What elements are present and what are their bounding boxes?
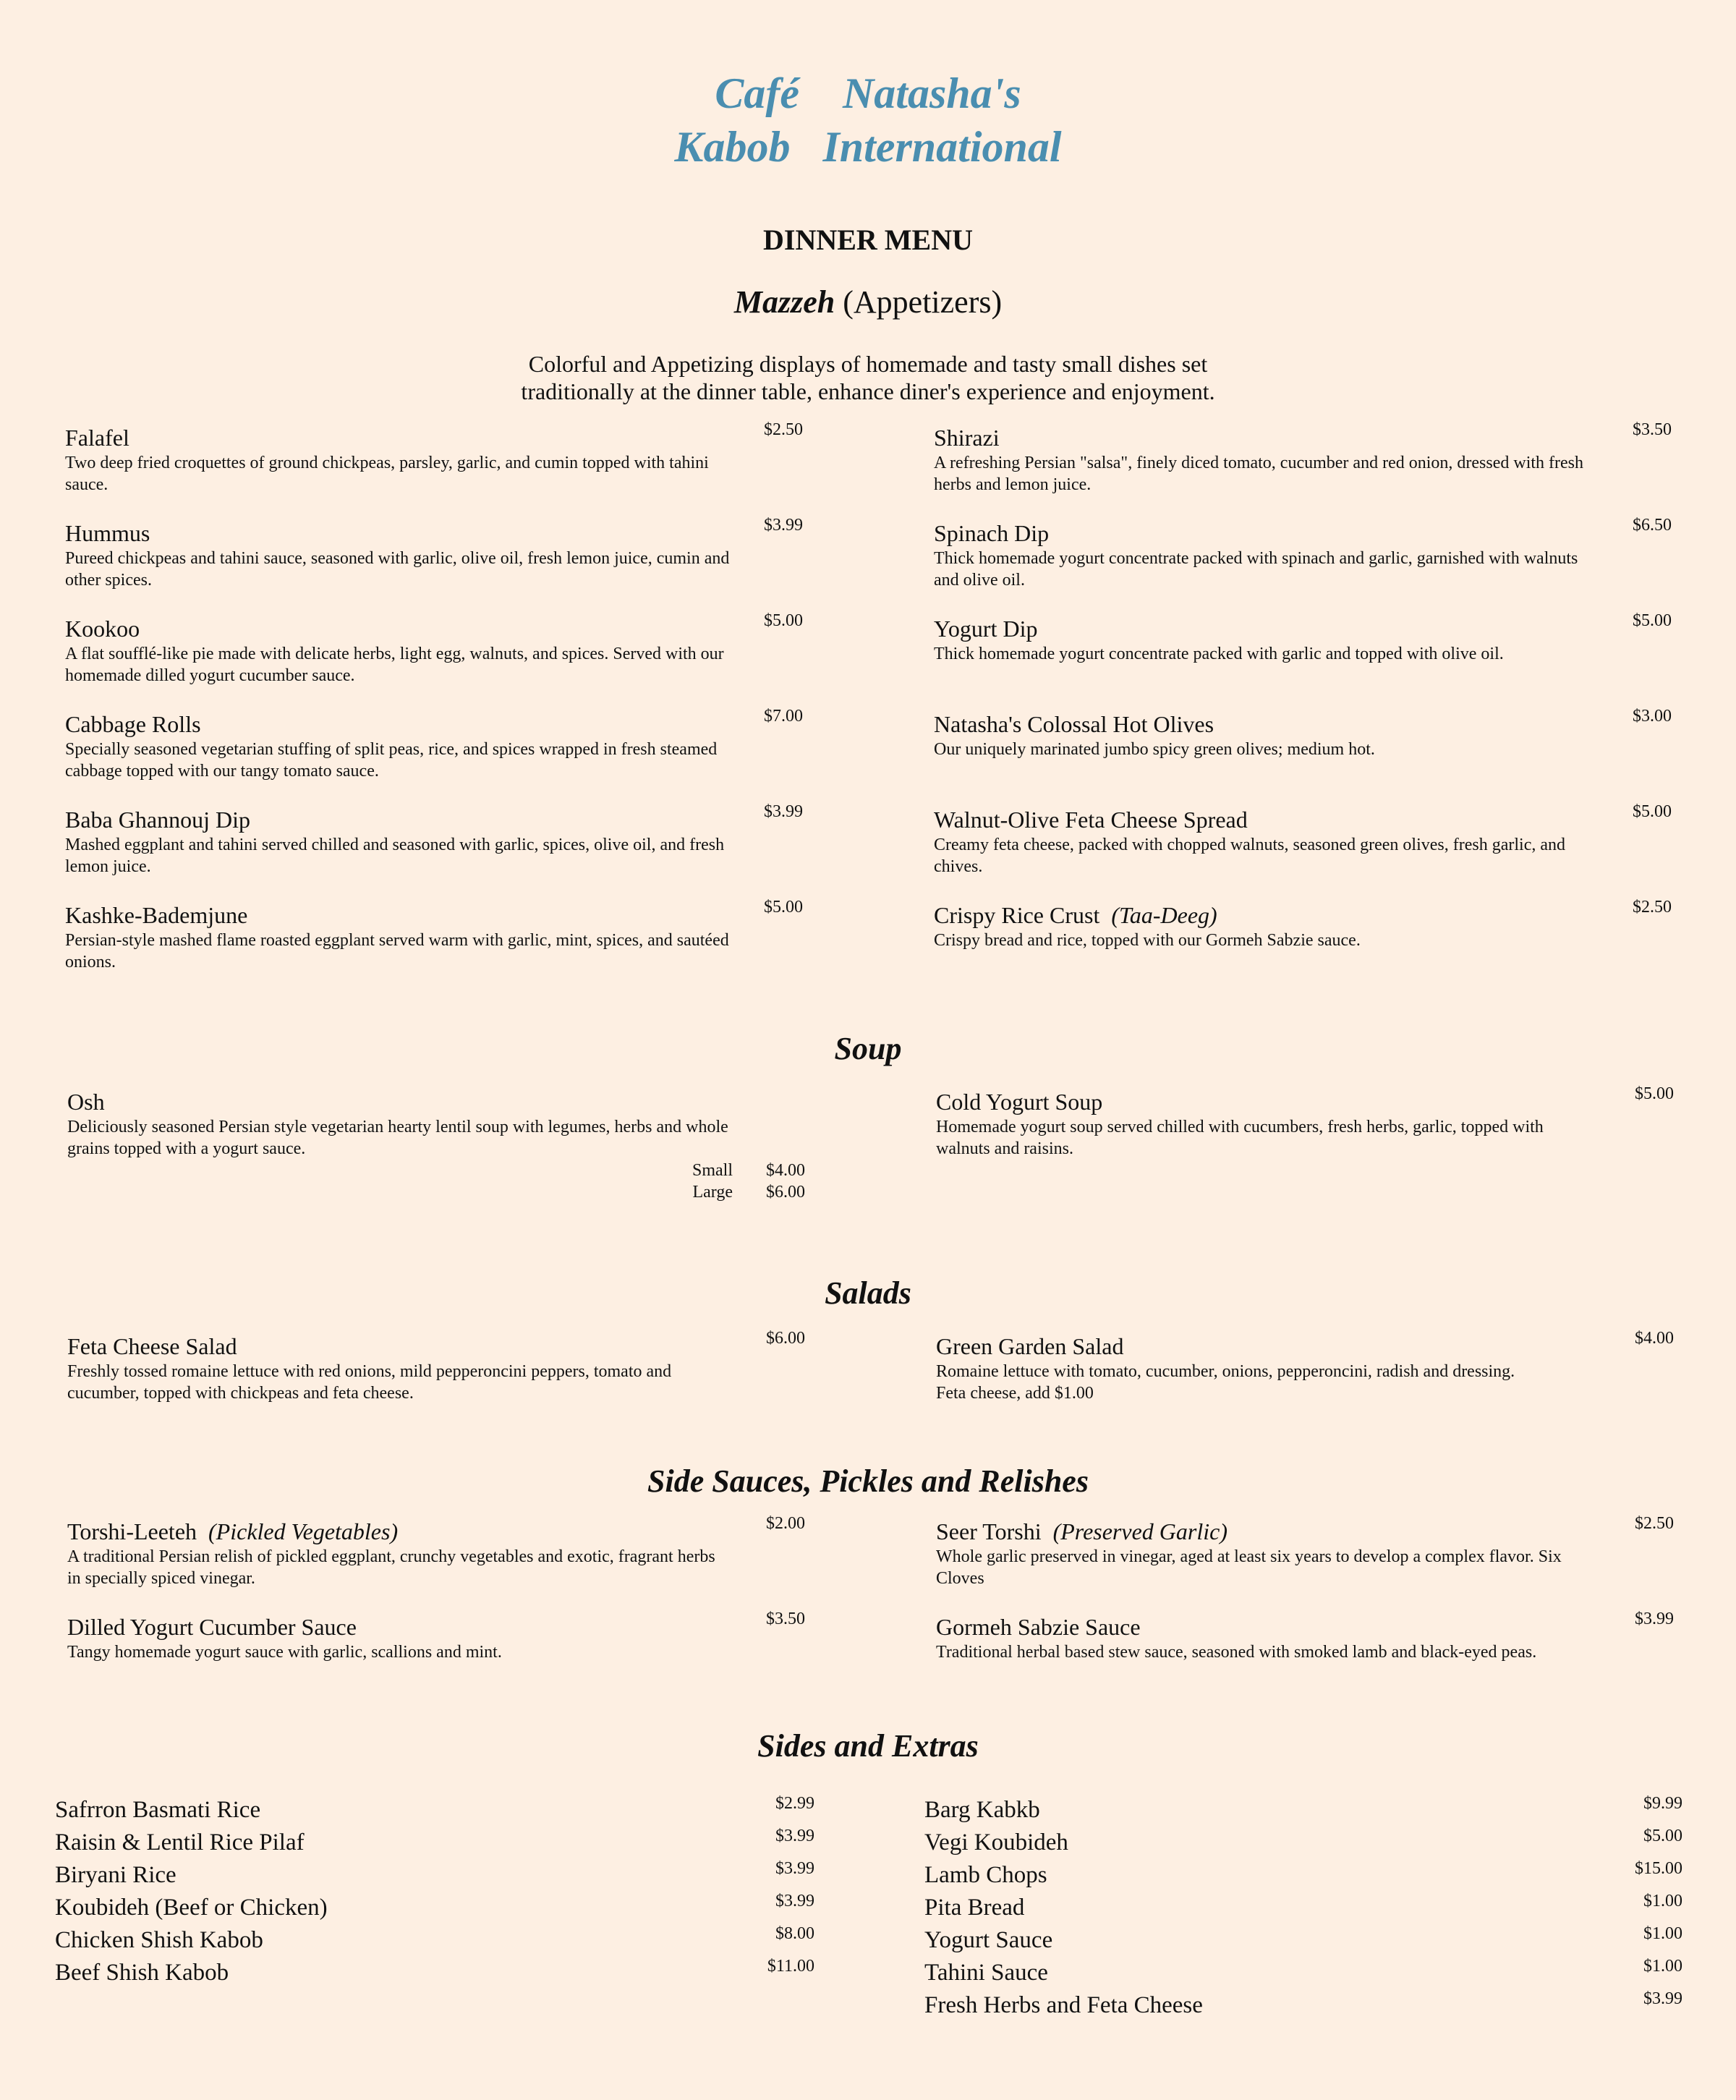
item-name (67, 1518, 805, 1545)
appetizers-intro-line1: Colorful and Appetizing displays of homemade and tasty small dishes set (528, 351, 1208, 377)
menu-title: DINNER MENU (763, 224, 973, 256)
item-name-text: Crispy Rice Crust (934, 902, 1100, 928)
side-item (924, 1892, 1682, 1924)
item-name: Kashke-Bademjune (65, 902, 248, 928)
side-item (924, 1827, 1682, 1859)
item-name: Yogurt Dip (934, 616, 1038, 642)
item-price: $7.00 (764, 707, 803, 726)
appetizers-title (0, 284, 1736, 320)
menu-item (65, 898, 803, 973)
item-price: $4.00 (1635, 1329, 1674, 1348)
appetizers-intro-line2: traditionally at the dinner table, enhance diner's experience and enjoyment. (521, 378, 1215, 404)
restaurant-name-line2: Kabob International (674, 123, 1062, 171)
item-addon-note: Feta cheese, add $1.00 (936, 1384, 1094, 1403)
side-item (924, 1989, 1682, 2022)
item-name: Natasha's Colossal Hot Olives (934, 711, 1214, 737)
side-item (924, 1924, 1682, 1957)
item-name: Gormeh Sabzie Sauce (936, 1614, 1141, 1640)
item-description: Thick homemade yogurt concentrate packed with garlic and topped with olive oil. (934, 645, 1504, 663)
item-name: Feta Cheese Salad (67, 1333, 237, 1359)
item-description: Two deep fried croquettes of ground chickpeas, parsley, garlic, and cumin topped with tahini sauce. (65, 454, 709, 494)
size-option (67, 1181, 805, 1203)
menu-item (67, 1610, 805, 1663)
side-item-name: Koubideh (Beef or Chicken) (55, 1895, 328, 1921)
side-item-price: $15.00 (1635, 1859, 1682, 1878)
menu-item (936, 1329, 1674, 1404)
side-item-price: $1.00 (1643, 1924, 1682, 1943)
item-description: Specially seasoned vegetarian stuffing of split peas, rice, and spices wrapped in fresh steamed cabbage topped with our tangy tomato sauce. (65, 740, 718, 781)
item-name: Spinach Dip (934, 520, 1050, 546)
menu-item (65, 707, 803, 782)
item-name: Green Garden Salad (936, 1333, 1124, 1359)
item-name: Cold Yogurt Soup (936, 1089, 1103, 1115)
item-price: $5.00 (764, 611, 803, 630)
side-item-name: Yogurt Sauce (924, 1927, 1053, 1953)
item-name: Kookoo (65, 616, 140, 642)
item-description (936, 1361, 1601, 1404)
restaurant-name (0, 67, 1736, 174)
item-description-text: Romaine lettuce with tomato, cucumber, onions, pepperoncini, radish and dressing. (936, 1362, 1515, 1381)
item-price: $5.00 (764, 898, 803, 917)
menu-item (936, 1610, 1674, 1663)
salads-title (0, 1275, 1736, 1312)
item-description: Our uniquely marinated jumbo spicy green olives; medium hot. (934, 740, 1375, 759)
menu-item (934, 898, 1672, 951)
side-item-name: Barg Kabkb (924, 1797, 1040, 1823)
menu-item (65, 420, 803, 496)
restaurant-name-line1: Café Natasha's (715, 69, 1021, 117)
sauces-title-text: Side Sauces, Pickles and Relishes (647, 1463, 1089, 1499)
item-description: A refreshing Persian "salsa", finely diced tomato, cucumber and red onion, dressed with fresh herbs and lemon juice. (934, 454, 1584, 494)
side-item (924, 1957, 1682, 1989)
menu-item (934, 611, 1672, 665)
item-name: Cabbage Rolls (65, 711, 201, 737)
item-description: Freshly tossed romaine lettuce with red onions, mild pepperoncini peppers, tomato and cucumber, topped with chickpeas and feta cheese. (67, 1362, 672, 1403)
side-item-price: $5.00 (1643, 1827, 1682, 1845)
side-item-name: Beef Shish Kabob (55, 1960, 229, 1986)
item-price: $5.00 (1635, 1084, 1674, 1103)
side-item-price: $3.99 (775, 1827, 814, 1845)
item-alternate-name: (Taa-Deeg) (1111, 902, 1217, 928)
side-item (55, 1859, 814, 1892)
side-item (55, 1794, 814, 1827)
appetizers-title-em: Mazzeh (733, 284, 835, 320)
item-price: $5.00 (1633, 611, 1672, 630)
menu-item (65, 516, 803, 591)
item-price: $2.00 (766, 1514, 805, 1533)
item-description: Pureed chickpeas and tahini sauce, seasoned with garlic, olive oil, fresh lemon juice, cumin and other spices. (65, 549, 730, 590)
side-item (924, 1794, 1682, 1827)
side-item-name: Lamb Chops (924, 1862, 1047, 1888)
side-item-price: $9.99 (1643, 1794, 1682, 1813)
item-name: Dilled Yogurt Cucumber Sauce (67, 1614, 357, 1640)
size-price: $6.00 (766, 1183, 805, 1202)
size-label: Large (692, 1183, 733, 1202)
item-description: Mashed eggplant and tahini served chilled and seasoned with garlic, spices, olive oil, and fresh lemon juice. (65, 836, 725, 876)
side-item-name: Chicken Shish Kabob (55, 1927, 263, 1953)
size-price: $4.00 (766, 1161, 805, 1180)
item-price: $2.50 (1633, 898, 1672, 917)
item-alternate-name: (Preserved Garlic) (1052, 1518, 1227, 1544)
menu-item (934, 707, 1672, 760)
sides-title-text: Sides and Extras (757, 1728, 979, 1764)
side-item-price: $1.00 (1643, 1957, 1682, 1976)
menu-item (67, 1514, 805, 1589)
menu-item (934, 516, 1672, 591)
appetizers-title-rest: (Appetizers) (835, 284, 1003, 320)
item-name: Osh (67, 1089, 105, 1115)
side-item (55, 1827, 814, 1859)
side-item-price: $2.99 (775, 1794, 814, 1813)
item-name-text: Seer Torshi (936, 1518, 1042, 1544)
item-description: Deliciously seasoned Persian style vegetarian hearty lentil soup with legumes, herbs and whole grains topped with a yogurt sauce. (67, 1118, 728, 1158)
item-price: $3.99 (764, 516, 803, 535)
item-description: Whole garlic preserved in vinegar, aged at least six years to develop a complex flavor. Six Cloves (936, 1547, 1562, 1588)
side-item-name: Biryani Rice (55, 1862, 176, 1888)
sides-title (0, 1727, 1736, 1764)
salads-title-text: Salads (825, 1275, 911, 1311)
appetizers-intro (0, 350, 1736, 405)
size-option (67, 1160, 805, 1181)
side-item-name: Fresh Herbs and Feta Cheese (924, 1992, 1203, 2018)
item-name: Walnut-Olive Feta Cheese Spread (934, 807, 1248, 833)
menu-item (67, 1329, 805, 1404)
item-price: $3.50 (766, 1610, 805, 1628)
side-item-price: $3.99 (1643, 1989, 1682, 2008)
item-price: $5.00 (1633, 802, 1672, 821)
sides-list-left (55, 1794, 814, 1989)
item-price: $3.50 (1633, 420, 1672, 439)
menu-item (936, 1084, 1674, 1160)
side-item (55, 1957, 814, 1989)
soup-title (0, 1030, 1736, 1067)
side-item-price: $3.99 (775, 1859, 814, 1878)
side-item-name: Raisin & Lentil Rice Pilaf (55, 1829, 305, 1855)
side-item-price: $1.00 (1643, 1892, 1682, 1910)
size-label: Small (692, 1161, 733, 1180)
side-item (55, 1924, 814, 1957)
side-item (924, 1859, 1682, 1892)
item-description: Traditional herbal based stew sauce, seasoned with smoked lamb and black-eyed peas. (936, 1643, 1537, 1662)
item-description: A flat soufflé-like pie made with delicate herbs, light egg, walnuts, and spices. Served with our homemade dilled yogurt cucumber sauce. (65, 645, 724, 685)
item-name: Hummus (65, 520, 150, 546)
menu-item (65, 802, 803, 877)
item-price: $2.50 (1635, 1514, 1674, 1533)
item-price: $2.50 (764, 420, 803, 439)
item-description: Creamy feta cheese, packed with chopped walnuts, seasoned green olives, fresh garlic, and chives. (934, 836, 1565, 876)
item-name: Falafel (65, 425, 129, 451)
side-item-name: Vegi Koubideh (924, 1829, 1068, 1855)
side-item-name: Safrron Basmati Rice (55, 1797, 261, 1823)
side-item-name: Pita Bread (924, 1895, 1025, 1921)
item-alternate-name: (Pickled Vegetables) (208, 1518, 399, 1544)
item-name (936, 1518, 1674, 1545)
item-description: Thick homemade yogurt concentrate packed with spinach and garlic, garnished with walnuts and olive oil. (934, 549, 1578, 590)
item-description: Persian-style mashed flame roasted eggplant served warm with garlic, mint, spices, and sautéed onions. (65, 931, 729, 972)
side-item (55, 1892, 814, 1924)
menu-item (936, 1514, 1674, 1589)
item-price: $3.99 (764, 802, 803, 821)
item-price: $3.99 (1635, 1610, 1674, 1628)
item-description: A traditional Persian relish of pickled eggplant, crunchy vegetables and exotic, fragrant herbs in specially spiced vinegar. (67, 1547, 715, 1588)
menu-item (934, 802, 1672, 877)
side-item-price: $3.99 (775, 1892, 814, 1910)
item-name: Baba Ghannouj Dip (65, 807, 250, 833)
item-price: $3.00 (1633, 707, 1672, 726)
item-name (934, 901, 1672, 929)
item-description: Crispy bread and rice, topped with our Gormeh Sabzie sauce. (934, 931, 1361, 950)
item-price: $6.50 (1633, 516, 1672, 535)
menu-item-osh (67, 1088, 805, 1203)
side-item-price: $8.00 (775, 1924, 814, 1943)
soup-title-text: Soup (834, 1031, 902, 1066)
menu-item (934, 420, 1672, 496)
sauces-title (0, 1463, 1736, 1500)
item-description: Tangy homemade yogurt sauce with garlic, scallions and mint. (67, 1643, 502, 1662)
item-description: Homemade yogurt soup served chilled with cucumbers, fresh herbs, garlic, topped with walnuts and raisins. (936, 1118, 1544, 1158)
side-item-price: $11.00 (767, 1957, 814, 1976)
menu-item (65, 611, 803, 686)
item-price: $6.00 (766, 1329, 805, 1348)
item-name: Shirazi (934, 425, 1000, 451)
sides-list-right (924, 1794, 1682, 2022)
item-name-text: Torshi-Leeteh (67, 1518, 197, 1544)
side-item-name: Tahini Sauce (924, 1960, 1048, 1986)
